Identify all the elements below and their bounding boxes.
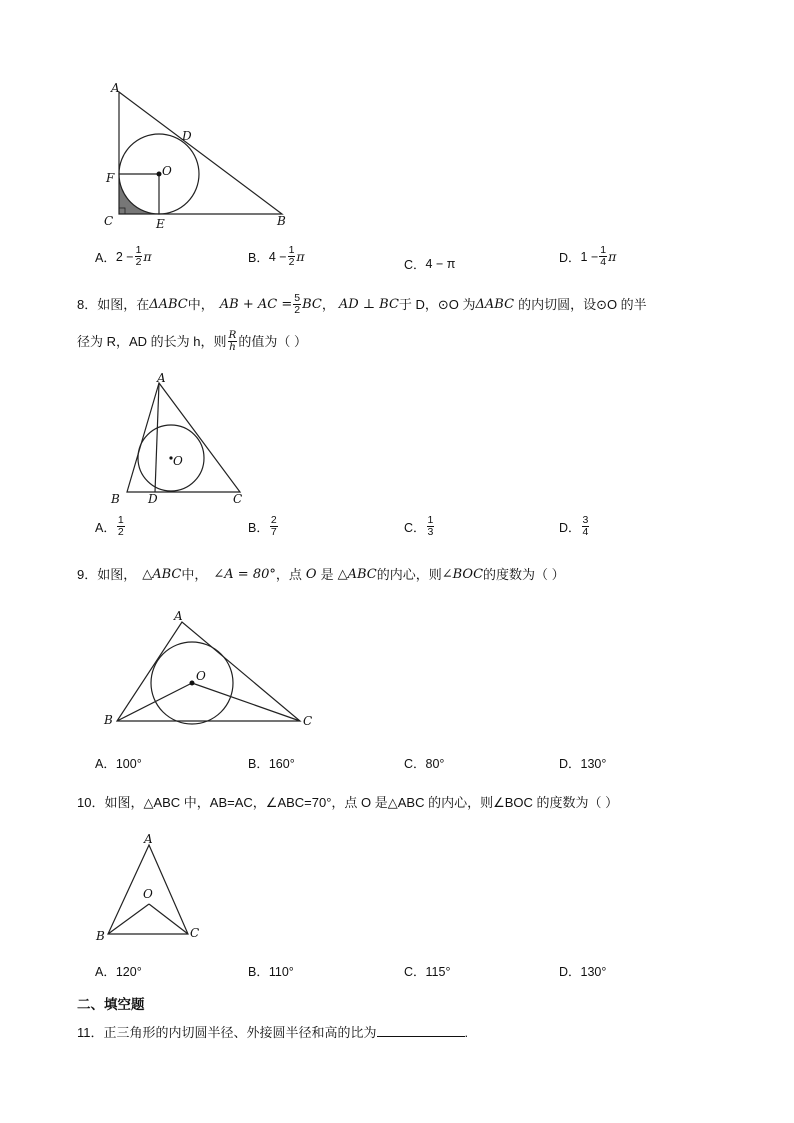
q9-option-a-label: A．100° <box>95 757 142 771</box>
q7-option-d-letter: D． <box>559 250 581 265</box>
fraction-numerator: 2 <box>270 514 277 526</box>
q10-option-a-label: A．120° <box>95 965 142 979</box>
q9-label-a: A <box>174 609 183 623</box>
q9-text-3: ，点 <box>275 567 302 582</box>
q9-option-b[interactable] <box>248 754 295 772</box>
fraction-denominator: h <box>229 341 236 353</box>
q8-label-b: B <box>111 492 120 506</box>
q7-label-d: D <box>182 129 192 143</box>
q9-triangle-1: △ABC <box>142 567 182 582</box>
q8-triangle-2: ΔABC <box>475 296 515 312</box>
q8-triangle-1: ΔABC <box>149 296 188 312</box>
q9-option-b-label: B．160° <box>248 757 295 771</box>
q7-label-f: F <box>106 171 115 185</box>
q7-option-a-post: π <box>143 249 152 264</box>
q8-text-7: 的值为（ ） <box>238 333 308 349</box>
q9-point-o: O <box>305 567 317 582</box>
q7-option-c-letter: C． <box>404 258 426 272</box>
q8-eq-left: AB + AC = <box>219 296 293 312</box>
q8-option-c-letter: C． <box>404 520 426 535</box>
q7-triangle <box>119 92 282 214</box>
fraction-numerator: 3 <box>582 514 589 526</box>
q8-option-b-fraction <box>270 515 278 538</box>
q9-label-c: C <box>303 714 313 728</box>
q10-segment-oc <box>149 904 188 934</box>
q10-option-c[interactable] <box>404 962 450 980</box>
q9-segment-oc <box>192 683 300 721</box>
q9-label-b: B <box>104 713 113 727</box>
fraction-denominator: 4 <box>600 256 607 268</box>
q8-eq-right: BC <box>302 296 322 312</box>
q7-option-d-pre: 1 − <box>580 249 599 264</box>
q7-option-b-pre: 4 − <box>268 249 287 264</box>
q7-label-c: C <box>104 214 114 228</box>
q10-label-b: B <box>96 929 105 943</box>
fraction-denominator: 3 <box>427 526 434 538</box>
q10-label-c: C <box>190 926 200 940</box>
fraction-numerator: 1 <box>427 514 434 526</box>
q7-option-b-post: π <box>296 249 305 264</box>
q7-label-b: B <box>277 214 286 228</box>
q8-perp: AD ⊥ BC <box>338 296 399 312</box>
q11-question <box>77 1024 468 1042</box>
q10-figure <box>92 830 212 945</box>
q8-text-1: 8．如图，在 <box>77 296 150 312</box>
q7-option-c-pre: 4 − π <box>425 257 456 271</box>
fraction-numerator: R <box>228 329 237 341</box>
q8-text-2: 中， <box>187 296 214 312</box>
q9-label-o: O <box>196 669 206 683</box>
q7-label-o: O <box>162 164 172 178</box>
fraction-numerator: 1 <box>600 244 607 256</box>
q8-option-d-fraction <box>582 515 590 538</box>
q7-option-d[interactable] <box>559 245 616 268</box>
q8-altitude-ad <box>155 383 159 492</box>
q7-label-a: A <box>111 81 120 95</box>
q10-label-a: A <box>144 832 153 846</box>
q9-text-6: 的度数为（ ） <box>483 567 565 582</box>
q9-option-c-label: C．80° <box>404 757 445 771</box>
q7-option-b[interactable] <box>248 245 305 268</box>
q10-option-b[interactable] <box>248 962 294 980</box>
fraction-numerator: 1 <box>288 244 295 256</box>
q7-option-b-letter: B． <box>248 250 269 265</box>
q7-option-d-post: π <box>608 249 617 264</box>
q9-option-a[interactable] <box>95 754 142 772</box>
q8-option-a[interactable] <box>95 515 126 538</box>
q10-text: 10．如图，△ABC 中，AB=AC，∠ABC=70°，点 O 是△ABC 的内心，则∠BOC 的度数为（ ） <box>77 795 619 810</box>
section-heading <box>77 993 145 1013</box>
fraction-numerator: 1 <box>117 514 124 526</box>
q8-option-c-fraction <box>427 515 435 538</box>
fraction-denominator: 7 <box>270 526 277 538</box>
q9-option-d[interactable] <box>559 754 606 772</box>
q8-option-a-fraction <box>117 515 125 538</box>
q8-option-b[interactable] <box>248 515 279 538</box>
fraction-denominator: 2 <box>135 256 142 268</box>
q10-option-b-label: B．110° <box>248 965 294 979</box>
q7-option-a-pre: 2 − <box>115 249 134 264</box>
q9-triangle <box>117 622 300 721</box>
q9-option-c[interactable] <box>404 754 444 772</box>
q7-option-d-fraction <box>599 245 607 268</box>
fraction-denominator: 2 <box>117 526 124 538</box>
q10-question <box>77 794 618 812</box>
fraction-denominator: 2 <box>294 304 301 316</box>
q10-option-c-label: C．115° <box>404 965 451 979</box>
q9-angle-a: ∠A = 80° <box>213 567 276 582</box>
q11-end: . <box>464 1025 469 1040</box>
q8-figure <box>105 370 255 510</box>
q8-line2 <box>77 330 307 353</box>
q7-option-a[interactable] <box>95 245 152 268</box>
fraction-numerator: 1 <box>135 244 142 256</box>
q8-text-4: 于 D，⊙O 为 <box>398 296 476 312</box>
q9-triangle-2: △ABC <box>337 567 377 582</box>
q7-option-a-fraction <box>135 245 143 268</box>
q8-triangle <box>127 383 240 492</box>
q9-text-1: 9．如图， <box>77 567 137 582</box>
q9-figure <box>100 605 320 735</box>
q7-label-e: E <box>156 217 165 231</box>
q8-text-5: 的内切圆，设⊙O 的半 <box>518 296 647 312</box>
q9-option-d-label: D．130° <box>559 757 607 771</box>
q7-center-dot <box>157 172 162 177</box>
q10-option-a[interactable] <box>95 962 142 980</box>
q8-option-d-letter: D． <box>559 520 581 535</box>
q8-label-c: C <box>233 492 243 506</box>
q7-option-c[interactable] <box>404 255 455 273</box>
q9-angle-boc: ∠BOC <box>441 567 484 582</box>
q8-label-d: D <box>148 492 158 506</box>
q8-option-c[interactable] <box>404 515 435 538</box>
fraction-denominator: 4 <box>582 526 589 538</box>
q10-label-o: O <box>143 887 153 901</box>
q8-option-b-letter: B． <box>248 520 269 535</box>
q8-label-a: A <box>157 371 166 385</box>
q8-label-o: O <box>173 454 183 468</box>
q8-option-a-letter: A． <box>95 520 116 535</box>
q10-option-d-label: D．130° <box>559 965 607 979</box>
q7-figure <box>100 80 300 240</box>
q8-text-6: 径为 R，AD 的长为 h，则 <box>77 333 227 349</box>
q11-text: 11．正三角形的内切圆半径、外接圆半径和高的比为 <box>77 1025 377 1040</box>
q8-eq-fraction <box>293 293 301 316</box>
q8-line1 <box>77 293 647 316</box>
q8-option-d[interactable] <box>559 515 590 538</box>
q8-ratio-fraction <box>228 330 238 353</box>
fraction-denominator: 2 <box>288 256 295 268</box>
q9-segment-ob <box>117 683 192 721</box>
q10-segment-ob <box>108 904 149 934</box>
q8-text-3: ， <box>321 296 335 312</box>
q11-answer-blank[interactable] <box>377 1024 465 1037</box>
fraction-numerator: 5 <box>294 292 301 304</box>
q7-option-b-fraction <box>288 245 296 268</box>
q10-option-d[interactable] <box>559 962 606 980</box>
q7-option-a-letter: A． <box>95 250 116 265</box>
q9-text-4: 是 <box>320 567 334 582</box>
q9-question <box>77 566 565 584</box>
q9-text-2: 中， <box>181 567 208 582</box>
q9-text-5: 的内心，则 <box>376 567 442 582</box>
q9-center-dot <box>190 681 195 686</box>
section-title: 二、填空题 <box>77 997 145 1012</box>
